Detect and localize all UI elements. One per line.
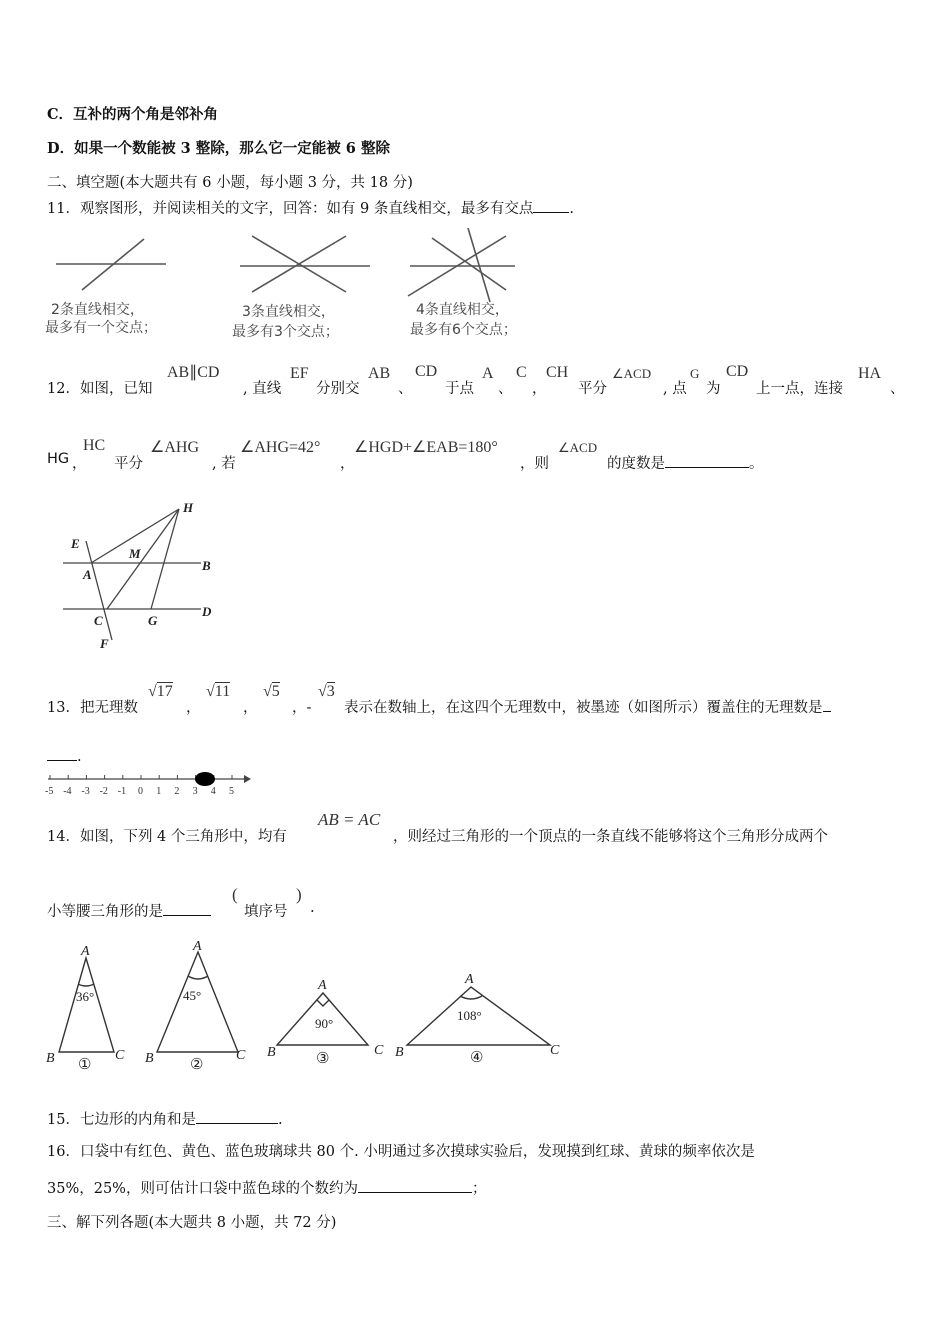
number-line-label: -4	[63, 786, 72, 797]
q14-line-2	[47, 900, 211, 921]
q12-answer-blank[interactable]	[665, 453, 749, 468]
q11-answer-blank[interactable]	[533, 198, 569, 213]
q12-label-d: D	[202, 604, 212, 619]
q13-sep-1: ，	[186, 700, 201, 716]
q12-label-b: B	[202, 558, 211, 573]
q12-text-10: , 若	[212, 456, 236, 472]
q13-sep-2: ，	[243, 700, 258, 716]
tri1-label-b: B	[46, 1051, 55, 1066]
q13-radicand-3: 3	[326, 683, 335, 700]
q12-label-c: C	[94, 613, 103, 628]
number-line-label: 2	[174, 786, 180, 797]
q12-text-12	[607, 452, 764, 473]
number-line-label: 0	[138, 786, 143, 797]
tri1-number: ①	[78, 1057, 92, 1073]
q12-ch: CH	[546, 364, 569, 381]
tri2-angle: 45°	[183, 988, 202, 1003]
q12-text-8: 上一点，连接	[756, 381, 843, 397]
section-3-heading: 三、解下列各题(本大题共 8 小题，共 72 分)	[47, 1215, 337, 1231]
q13-sep-3: ，-	[292, 700, 312, 716]
number-line-label: 4	[210, 786, 216, 797]
q12-dun-1: 、	[398, 381, 413, 397]
q15-stem: 15．七边形的内角和是	[47, 1112, 196, 1128]
q12-text-2: , 直线	[243, 381, 282, 397]
tri1-angle: 36°	[76, 989, 95, 1004]
number-line-label: 5	[229, 786, 234, 797]
q12-text-11: ，则	[520, 456, 549, 472]
q13-stem: 表示在数轴上，在这四个无理数中，被墨迹（如图所示）覆盖住的无理数是	[344, 700, 823, 716]
q14-paren-left: (	[232, 885, 238, 904]
q11-caption-2a: 3条直线相交，	[242, 304, 335, 320]
q14-ask: 小等腰三角形的是	[47, 904, 163, 920]
tri4-label-c: C	[550, 1043, 560, 1058]
q12-label-a: A	[83, 567, 92, 582]
q12-hg: HG	[47, 451, 70, 467]
q12-condition-2: ∠HGD+∠EAB=180°	[354, 439, 498, 456]
q13-radical-sign-2: √	[206, 683, 215, 700]
q12-cd: CD	[415, 363, 438, 380]
q13-radicand-5: 5	[271, 683, 280, 700]
q12-point-g: G	[690, 366, 700, 381]
q16-answer-blank[interactable]	[358, 1178, 472, 1193]
q14-equation: AB = AC	[318, 810, 381, 829]
q15-answer-blank[interactable]	[196, 1109, 278, 1124]
tri3-label-b: B	[267, 1045, 276, 1060]
tri4-label-a: A	[465, 972, 474, 987]
q14-intro: 14．如图，下列 4 个三角形中，均有	[47, 829, 287, 845]
option-c: C．互补的两个角是邻补角	[47, 106, 219, 123]
number-line-label: -3	[81, 786, 90, 797]
option-d: D．如果一个数能被 3 整除，那么它一定能被 6 整除	[47, 140, 390, 157]
q15-text	[47, 1108, 283, 1129]
q12-figure	[55, 495, 235, 655]
q12-label-e: E	[71, 536, 80, 551]
tri2-label-a: A	[193, 939, 202, 954]
tri3-number: ③	[316, 1051, 330, 1067]
q12-label-f: F	[100, 636, 109, 651]
q15-end: .	[277, 1112, 283, 1128]
tri3-label-c: C	[374, 1043, 384, 1058]
q12-comma-1: ，	[532, 381, 547, 397]
q13-root-3	[318, 683, 335, 701]
q12-condition-1: ∠AHG=42°	[240, 439, 321, 456]
q11-caption-3b: 最多有6个交点；	[410, 322, 517, 338]
q12-text-9: 平分	[114, 456, 143, 472]
q13-end: .	[77, 749, 82, 765]
q12-text-5: 平分	[578, 381, 607, 397]
q12-text-7: 为	[706, 381, 721, 397]
q13-answer-blank-b[interactable]	[47, 746, 77, 761]
q11-caption-1b: 最多有一个交点；	[45, 320, 157, 336]
q12-text-3: 分别交	[316, 381, 360, 397]
tri1-label-c: C	[115, 1048, 125, 1063]
q12-angle-ahg: ∠AHG	[150, 439, 200, 456]
tri2-number: ②	[190, 1057, 204, 1073]
number-line-label: -2	[99, 786, 108, 797]
q12-text-4: 于点	[445, 381, 474, 397]
q12-angle-acd: ∠ACD	[612, 366, 652, 381]
tri3-angle: 90°	[315, 1016, 334, 1031]
q13-root-17	[148, 683, 173, 701]
q12-comma-3: ，	[340, 456, 355, 472]
q13-text-2	[344, 696, 831, 717]
tri1-label-a: A	[81, 944, 90, 959]
q14-answer-blank[interactable]	[163, 901, 211, 916]
q12-dun-2: 、	[498, 381, 513, 397]
q16-line-1: 16．口袋中有红色、黄色、蓝色玻璃球共 80 个. 小明通过多次摸球实验后，发现摸到红球、黄球的频率依次是	[47, 1144, 755, 1160]
q13-answer-blank-a[interactable]	[823, 697, 831, 712]
q12-dun-3: 、	[890, 381, 905, 397]
q12-label-g: G	[148, 613, 158, 628]
q12-hc: HC	[83, 437, 106, 454]
q13-root-11	[206, 683, 230, 701]
q12-end: 。	[749, 456, 764, 472]
q13-radicand-17: 17	[156, 683, 173, 700]
q16-end: ；	[471, 1181, 487, 1197]
tri4-label-b: B	[395, 1045, 404, 1060]
q12-ef: EF	[290, 365, 309, 382]
q11-caption-1a: 2条直线相交，	[51, 302, 144, 318]
q12-point-c: C	[516, 364, 527, 381]
q12-label-h: H	[183, 500, 194, 515]
tri4-number: ④	[470, 1050, 484, 1066]
tri2-label-b: B	[145, 1051, 154, 1066]
number-line-label: 3	[192, 786, 198, 797]
q14-text-2: ，则经过三角形的一个顶点的一条直线不能够将这个三角形分成两个	[393, 829, 828, 845]
q12-label-m: M	[129, 546, 141, 561]
q12-ab-parallel-cd: AB∥CD	[167, 364, 220, 381]
q12-ha: HA	[858, 365, 882, 382]
q14-end: .	[310, 900, 315, 916]
q13-number-line	[40, 770, 255, 798]
q11-text	[47, 197, 574, 218]
q16-line-2	[47, 1177, 486, 1198]
q11-caption-3a: 4条直线相交，	[416, 302, 509, 318]
q12-point-a: A	[482, 365, 494, 382]
q12-ask: 的度数是	[607, 456, 665, 472]
q14-figure	[40, 938, 580, 1078]
q12-intro: 12．如图，已知	[47, 381, 153, 397]
tri3-label-a: A	[318, 978, 327, 993]
q16-stem: 35%，25%，则可估计口袋中蓝色球的个数约为	[47, 1181, 358, 1197]
q12-angle-acd-2: ∠ACD	[558, 440, 598, 455]
number-line-label: 1	[156, 786, 162, 797]
q11-stem: 11．观察图形，并阅读相关的文字，回答：如有 9 条直线相交，最多有交点	[47, 201, 534, 217]
q11-figure	[40, 228, 540, 346]
q13-line-2	[47, 746, 82, 765]
q13-intro: 13．把无理数	[47, 700, 138, 716]
q13-radical-sign-3: √	[263, 683, 272, 700]
q13-root-5	[263, 683, 280, 701]
q12-ab: AB	[368, 365, 391, 382]
q12-cd-2: CD	[726, 363, 749, 380]
tri2-label-c: C	[236, 1048, 246, 1063]
q14-paren-right: )	[296, 885, 302, 904]
q12-text-6: , 点	[663, 381, 687, 397]
number-line-label: -5	[45, 786, 54, 797]
section-2-heading: 二、填空题(本大题共有 6 小题，每小题 3 分，共 18 分)	[47, 175, 413, 191]
number-line-label: -1	[117, 786, 127, 797]
tri4-angle: 108°	[457, 1008, 482, 1023]
q11-caption-2b: 最多有3个交点；	[232, 324, 339, 340]
q13-radical-sign-4: √	[318, 683, 327, 700]
q14-fill-hint: 填序号	[244, 904, 288, 920]
q12-comma-2: ，	[72, 456, 87, 472]
ink-blot	[195, 772, 215, 786]
q13-radicand-11: 11	[214, 683, 231, 700]
q11-end: .	[569, 201, 575, 217]
q13-radical-sign-1: √	[148, 683, 157, 700]
